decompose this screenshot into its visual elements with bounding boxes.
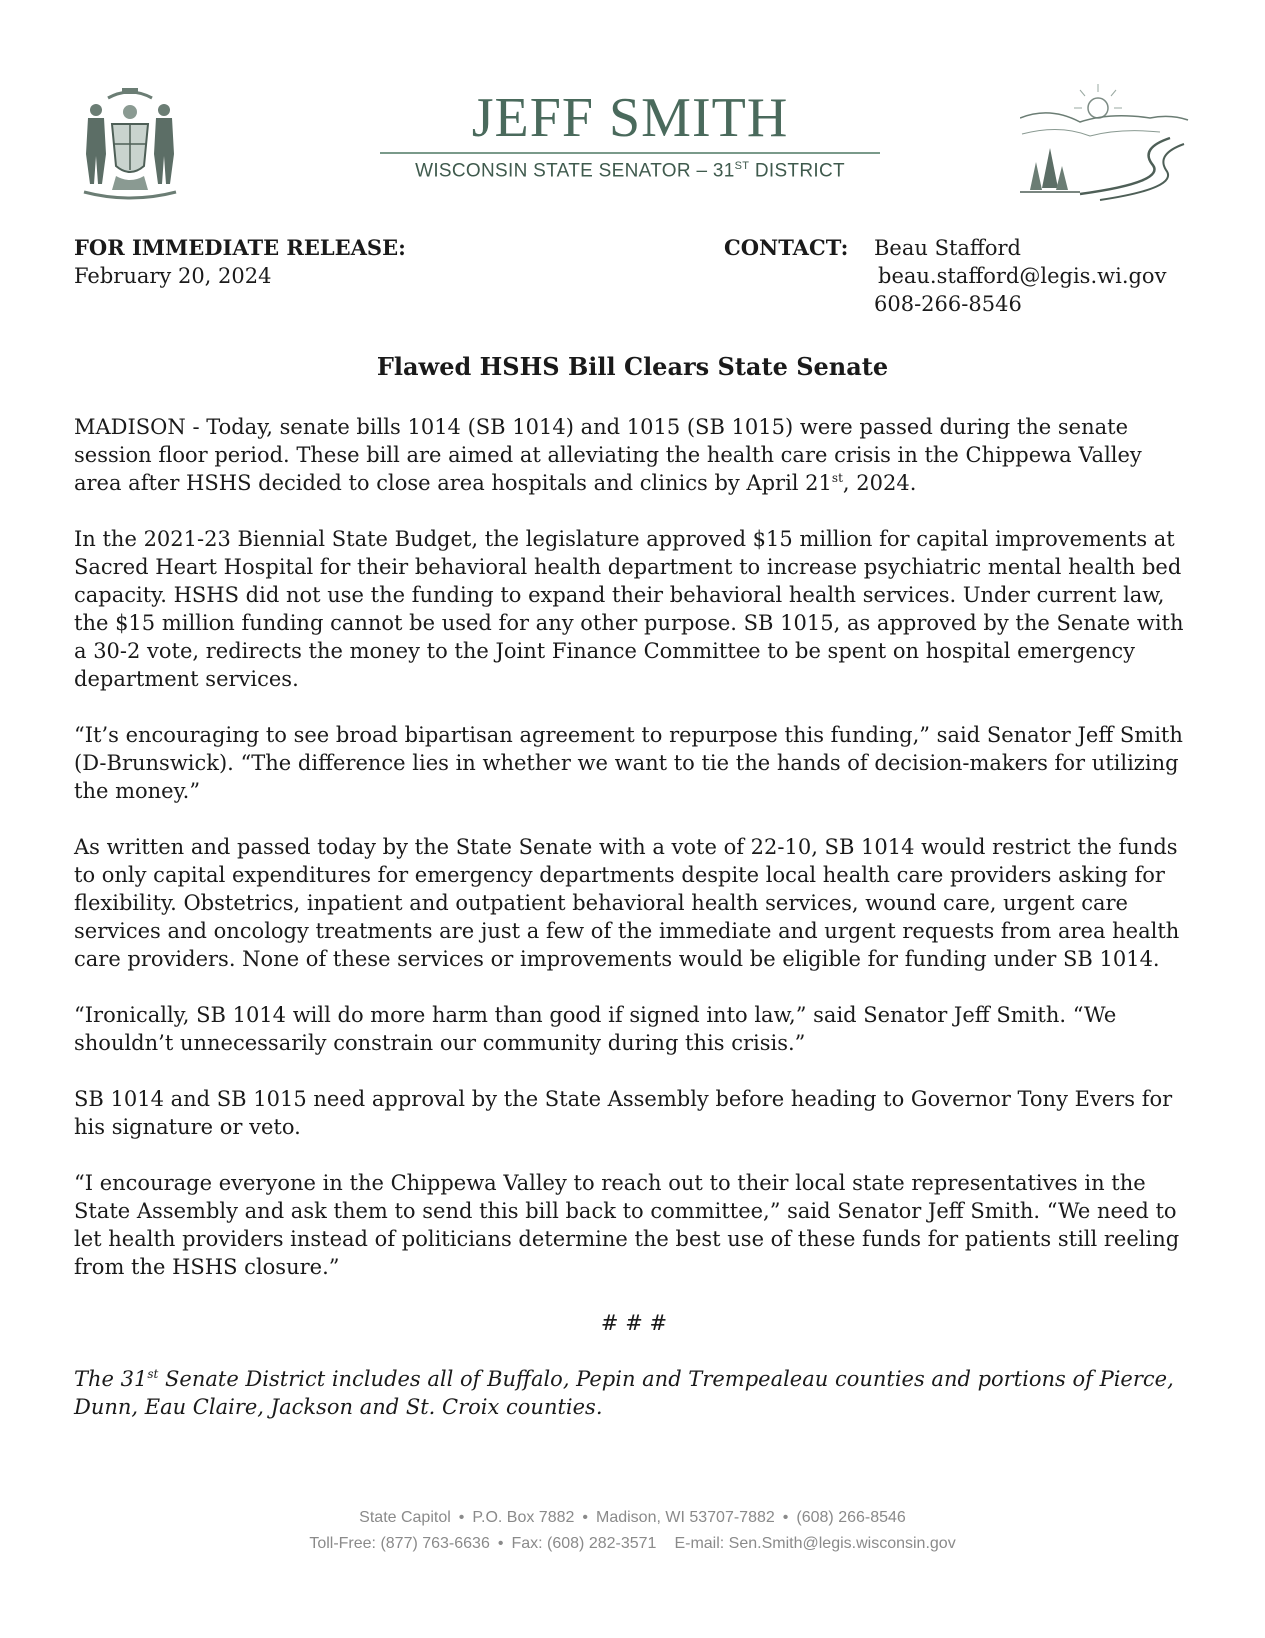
paragraph-1 xyxy=(74,413,1194,497)
paragraph-4: As written and passed today by the State Senate with a vote of 22-10, SB 1014 would restrict the funds to only capital expenditures for emergency departments despite local health care providers asking for flexibility. Obstetrics, inpatient and outpatient behavioral health services, wound care, urgent care services and oncology treatments are just a few of the immediate and urgent requests from area health care providers. None of these services or improvements would be eligible for funding under SB 1014. xyxy=(74,835,1180,971)
paragraph-2: In the 2021-23 Biennial State Budget, the legislature approved $15 million for capital improvements at Sacred Heart Hospital for their behavioral health department to increase psychiatric mental health bed capacity. HSHS did not use the funding to expand their behavioral health services. Under current law, the $15 million funding cannot be used for any other purpose. SB 1015, as approved by the Senate with a 30-2 vote, redirects the money to the Joint Finance Committee to be spent on hospital emergency department services. xyxy=(74,527,1184,691)
footer-city: Madison, WI 53707-7882 xyxy=(596,1509,775,1526)
footer-address: State Capitol xyxy=(359,1509,451,1526)
paragraph-1-sup: st xyxy=(831,471,843,485)
footer-separator: • xyxy=(458,1509,465,1526)
footer-line-1 xyxy=(0,1505,1265,1531)
footer-email[interactable]: E-mail: Sen.Smith@legis.wisconsin.gov xyxy=(674,1535,956,1552)
district-note-sup: st xyxy=(147,1367,159,1381)
wisconsin-state-seal-icon xyxy=(78,84,182,202)
end-mark: # # # xyxy=(600,1311,668,1335)
contact-name: Beau Stafford xyxy=(874,236,1021,260)
press-release-body xyxy=(74,413,1194,1449)
paragraph-1-end: , 2024. xyxy=(842,471,917,495)
footer-separator: • xyxy=(582,1509,588,1526)
footer-toll-free: Toll-Free: (877) 763-6636 xyxy=(309,1535,490,1552)
senator-title-suffix: DISTRICT xyxy=(749,160,845,182)
release-label: FOR IMMEDIATE RELEASE: xyxy=(74,235,406,260)
paragraph-7: “I encourage everyone in the Chippewa Valley to reach out to their local state representatives in the State Assembly and ask them to send this bill back to committee,” said Senator Jeff Smith. “We need to let health providers instead of politicians determine the best use of these funds for patients still reeling from the HSHS closure.” xyxy=(74,1171,1180,1279)
release-date: February 20, 2024 xyxy=(74,264,272,288)
footer xyxy=(0,1505,1265,1557)
contact-phone: 608-266-8546 xyxy=(874,292,1022,316)
release-block xyxy=(74,234,406,290)
paragraph-1-text: MADISON - Today, senate bills 1014 (SB 1014) and 1015 (SB 1015) were passed during the senate session floor period. These bill are aimed at alleviating the health care crisis in the Chippewa Valley area after HSHS decided to close area hospitals and clinics by April 21 xyxy=(74,415,1142,495)
paragraph-5: “Ironically, SB 1014 will do more harm than good if signed into law,” said Senator Jeff Smith. “We shouldn’t unnecessarily constrain our community during this crisis.” xyxy=(74,1003,1117,1055)
district-note-text: Senate District includes all of Buffalo, Pepin and Trempealeau counties and portions of Pierce, Dunn, Eau Claire, Jackson and St. Croix counties. xyxy=(74,1367,1174,1419)
contact-block xyxy=(724,234,1167,316)
footer-po-box: P.O. Box 7882 xyxy=(472,1509,575,1526)
senator-title-prefix: WISCONSIN STATE SENATOR – 31 xyxy=(415,160,735,182)
headline: Flawed HSHS Bill Clears State Senate xyxy=(376,352,889,381)
senator-title xyxy=(380,160,880,182)
footer-separator: • xyxy=(782,1509,789,1526)
contact-label: CONTACT: xyxy=(724,235,849,260)
senator-name: JEFF SMITH xyxy=(471,87,789,149)
footer-separator: • xyxy=(497,1535,504,1552)
letterhead xyxy=(0,0,1265,210)
district-note xyxy=(74,1365,1194,1421)
name-block xyxy=(380,88,880,182)
paragraph-6: SB 1014 and SB 1015 need approval by the State Assembly before heading to Governor Tony Evers for his signature or veto. xyxy=(74,1087,1173,1139)
river-valley-landscape-icon xyxy=(1020,78,1190,204)
footer-fax: Fax: (608) 282-3571 xyxy=(511,1535,657,1552)
senator-title-sup: ST xyxy=(734,160,750,172)
name-rule xyxy=(380,152,880,154)
footer-phone: (608) 266-8546 xyxy=(796,1509,906,1526)
paragraph-3: “It’s encouraging to see broad bipartisan agreement to repurpose this funding,” said Senator Jeff Smith (D-Brunswick). “The difference lies in whether we want to tie the hands of decision-makers for utilizing the money.” xyxy=(74,723,1183,803)
contact-lines xyxy=(874,234,1166,318)
footer-line-2 xyxy=(0,1531,1265,1557)
district-note-start: The 31 xyxy=(74,1367,148,1391)
contact-email[interactable]: beau.stafford@legis.wi.gov xyxy=(878,264,1167,288)
